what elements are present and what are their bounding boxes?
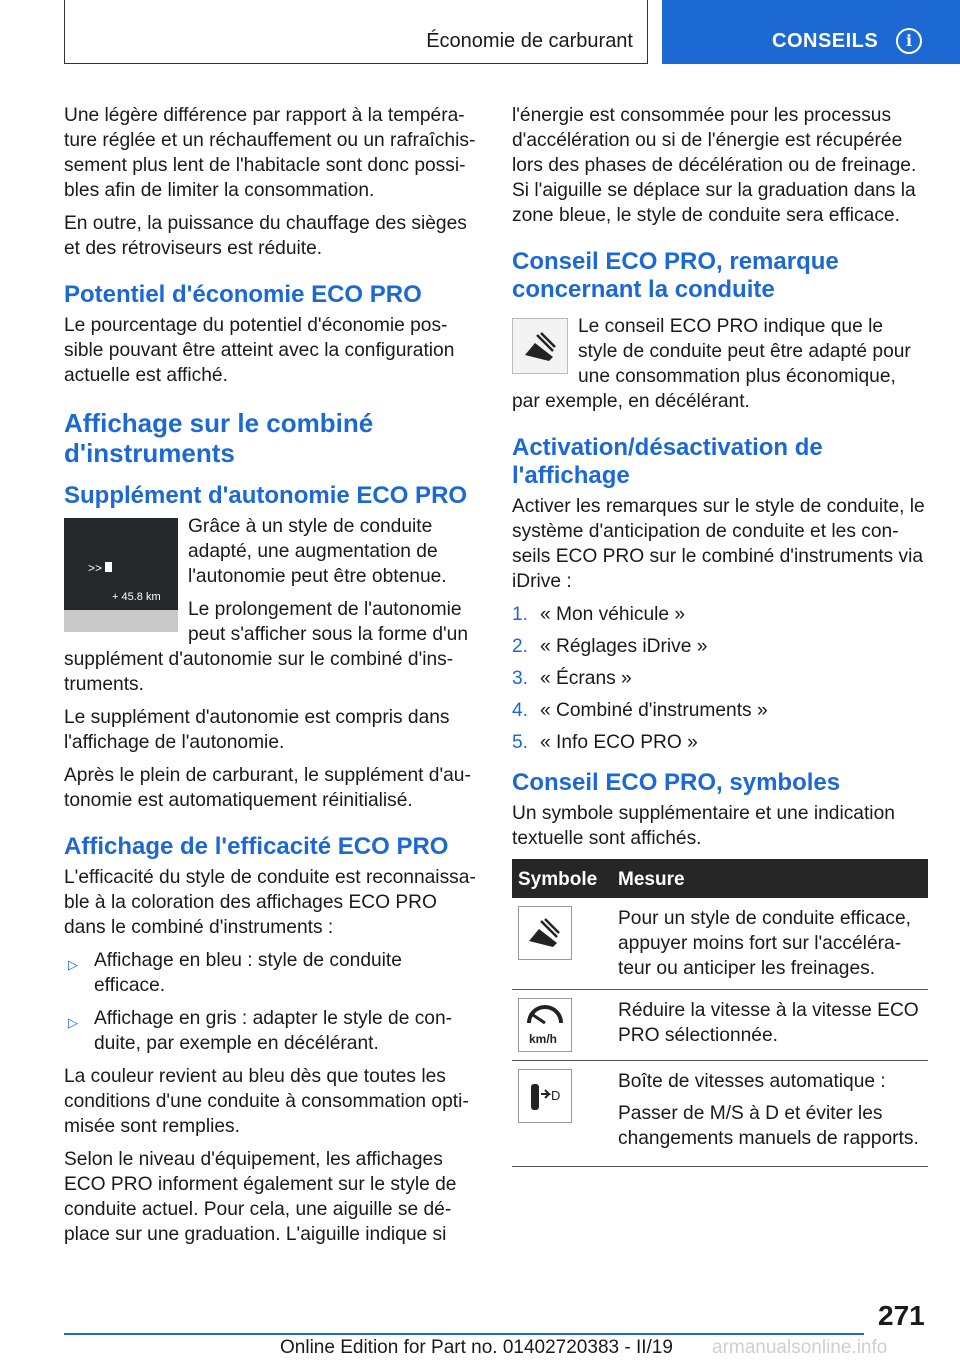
heading-efficacite: Affichage de l'efficacité ECO PRO [64,833,449,860]
heading-potentiel: Potentiel d'économie ECO PRO [64,281,422,308]
heading-symboles: Conseil ECO PRO, symboles [512,769,841,796]
heading-supplement: Supplément d'autonomie ECO PRO [64,482,468,509]
triangle-bullet-icon: ▷ [68,957,78,972]
paragraph: Activer les remarques sur le style de conduite, le système d'anticipation de conduite et les conseils ECO PRO sur le combiné d'instruments via iDrive : [512,496,925,592]
table-cell: Réduire la vitesse à la vitesse ECO PRO sélectionnée. [612,990,928,1061]
left-column [64,103,478,1255]
list-item: 1. « Mon véhicule » [512,604,686,625]
paragraph: Une légère différence par rapport à la température réglée et un réchauffement ou un rafraîchissement plus lent de l'habitacle sont donc possibles afin de limiter la consommation. [64,105,476,201]
table-row [512,1061,928,1167]
paragraph: Le conseil ECO PRO indique que le style de conduite peut être adapté pour une consommation plus économique, par exemple, en décélérant. [512,316,911,412]
paragraph: Le pourcentage du potentiel d'économie possible pouvant être atteint avec la configuration actuelle est affiché. [64,315,455,386]
heading-combine: Affichage sur le combiné d'instruments [64,408,374,468]
paragraph: Grâce à un style de conduite adapté, une augmentation de l'autonomie peut être obtenue. [188,516,447,587]
paragraph: Le supplément d'autonomie est compris dans l'affichage de l'autonomie. [64,707,450,753]
table-row [512,990,928,1061]
list-item: ▷ Affichage en gris : adapter le style de conduite, par exemple en décélérant. [68,1008,453,1054]
paragraph: La couleur revient au bleu dès que toutes les conditions d'une conduite à consommation optimisée sont remplies. [64,1066,469,1137]
table-cell: Boîte de vitesses automatique : Passer de M/S à D et éviter les changements manuels de rapports. [612,1061,928,1167]
svg-text:>>: >> [88,561,103,575]
symbols-table [512,859,928,1167]
header-section-box [64,0,648,64]
paragraph: Le prolongement de l'autonomie peut s'afficher sous la forme d'un supplément d'autonomie sur le combiné d'instruments. [64,599,469,695]
triangle-bullet-icon: ▷ [68,1015,78,1030]
paragraph: En outre, la puissance du chauffage des sièges et des rétroviseurs est réduite. [64,213,467,259]
table-header-symbol: Symbole [512,859,612,898]
table-header-measure: Mesure [612,859,928,898]
info-icon: i [896,28,922,54]
pedal-icon [518,906,572,960]
paragraph: l'énergie est consommée pour les processus d'accélération ou si de l'énergie est récupérée lors des phases de décélération ou de freinage. Si l'aiguille se déplace sur la graduation dans la zone bleue, le style de conduite sera efficace. [512,105,917,226]
page-number: 271 [878,1300,925,1331]
range-display-value: + 45.8 km [112,591,161,603]
footer-edition: Online Edition for Part no. 01402720383 - II/19 [280,1337,673,1358]
list-item: 5. « Info ECO PRO » [512,732,698,753]
table-header-row [512,859,928,898]
table-cell: Pour un style de conduite efficace, appuyer moins fort sur l'accélérateur ou anticiper les freinages. [612,898,928,990]
footer-rule [64,1333,864,1335]
svg-text:km/h: km/h [529,1032,558,1046]
list-item: 4. « Combiné d'instruments » [512,700,768,721]
list-item: 2. « Réglages iDrive » [512,636,708,657]
list-item: 3. « Écrans » [512,668,632,689]
header-chapter-box [662,0,960,64]
header-chapter-title: CONSEILS [772,30,879,52]
svg-text:D: D [551,1088,561,1103]
right-column [512,103,926,1167]
list-item: ▷ Affichage en bleu : style de conduite efficace. [68,950,402,996]
paragraph: L'efficacité du style de conduite est reconnaissable à la coloration des affichages ECO PRO dans le combiné d'instruments : [64,867,476,938]
watermark: armanualsonline.info [712,1337,888,1358]
paragraph: Après le plein de carburant, le supplément d'autonomie est automatiquement réinitialisé. [64,765,471,811]
paragraph: Un symbole supplémentaire et une indication textuelle sont affichés. [512,803,895,849]
pedal-icon [512,318,568,374]
range-display-image [64,518,178,632]
paragraph: Selon le niveau d'équipement, les affichages ECO PRO informent également sur le style de conduite actuel. Pour cela, une aiguille se déplace sur une graduation. L'aiguille indique si [64,1149,457,1245]
heading-activation: Activation/désactivation de l'affichage [512,434,823,489]
speedometer-icon [518,998,572,1052]
heading-conseil: Conseil ECO PRO, remarque concernant la conduite [512,248,839,303]
gear-shift-icon [518,1069,572,1123]
steps-list [512,602,926,755]
table-row [512,898,928,990]
bullet-list [64,948,478,1056]
header-section-title: Économie de carburant [426,30,633,52]
